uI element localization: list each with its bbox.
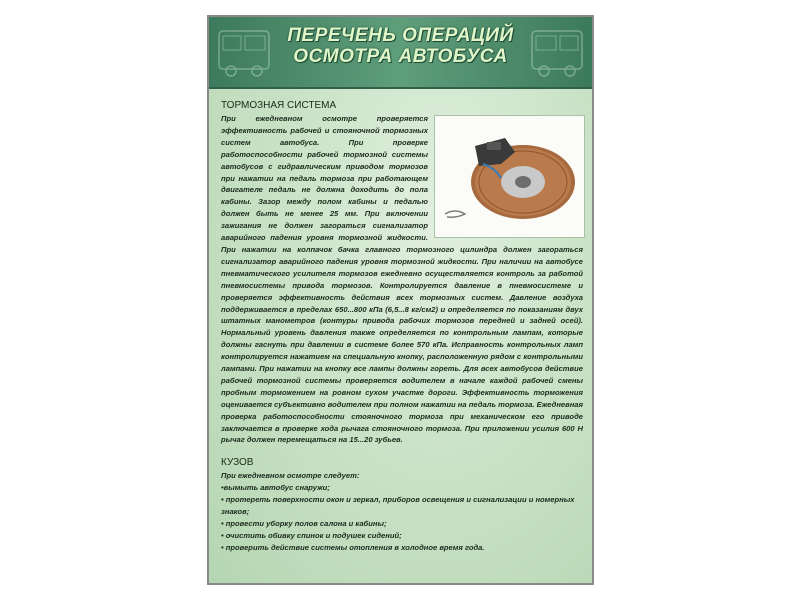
brake-disc-photo xyxy=(434,115,585,238)
list-item: • провести уборку полов салона и кабины; xyxy=(221,519,387,528)
list-item: • протереть поверхности окон и зеркал, приборов освещения и сигнализации и номерных знаков; xyxy=(221,495,575,517)
brakes-heading: ТОРМОЗНАЯ СИСТЕМА xyxy=(221,100,337,111)
list-item: •вымыть автобус снаружи; xyxy=(221,483,330,493)
brake-disc-icon xyxy=(435,116,584,237)
poster-header xyxy=(209,17,592,89)
body-intro: При ежедневном осмотре следует: xyxy=(221,471,360,481)
title-line-2: ОСМОТРА АВТОБУСА xyxy=(293,46,508,67)
list-item: • проверить действие системы отопления в холодное время года. xyxy=(221,542,485,552)
body-heading: КУЗОВ xyxy=(221,457,254,469)
poster xyxy=(207,15,594,585)
brakes-paragraph: При ежедневном осмотре проверяется эффективность рабочей и стояночной тормозных систем автобуса. При проверке работоспособности рабочей тормозной системы автобусов с гидравлическим приводом тормозов при нажатии на педаль тормоза при работающем двигателе педаль не должна доходить до пола кабины. Зазор между полом кабины и педалью должен быть не менее 25 мм. При включении зажигания не должен загораться сигнализатор аварийного падения уровня тормозной жидкости. При нажатии на колпачок бачка главного тормозного цилиндра должен загораться сигнализатор аварийного падения уровня тормозной жидкости. При наличии на автобусе пневматического усилителя тормозов ежедневно осуществляется контроль за работой пневмосистемы привода тормозов. Контролируется давление в пневмосистеме и проверяется эффективность действия всех тормозных систем. Давление воздуха поддерживается в пределах 650...800 кПа (6,5...8 кг/см2) и определяется по показаниям двух штатных манометров (контуры привода рабочих тормозов передней и задней осей). Нормальный уровень давления также определяется по контрольным лампам, которые должны гаснуть при давлении в системе более 570 кПа. Исправность контрольных ламп контролируется нажатием на специальную кнопку, расположенную рядом с контрольными лампами. При нажатии на кнопку все лампы должны гореть. Для всех автобусов действие рабочей тормозной системы проверяется водителем в начале каждой рабочей смены пробным торможением на ровном сухом участке дороги. Эффективность торможения оценивается субъективно водителем при полном нажатии на педаль тормоза. Ежедневная проверка работоспособности стояночного тормоза при механическом его приводе заключается в проверке хода рычага стояночного тормоза. При приложении усилия 600 Н рычаг должен перемещаться на 15...20 зубьев. xyxy=(221,114,583,445)
list-item: • очистить обивку спинок и подушек сидений; xyxy=(221,530,402,540)
poster-title xyxy=(209,25,592,67)
poster-content xyxy=(221,99,583,554)
title-line-1: ПЕРЕЧЕНЬ ОПЕРАЦИЙ xyxy=(287,25,514,46)
